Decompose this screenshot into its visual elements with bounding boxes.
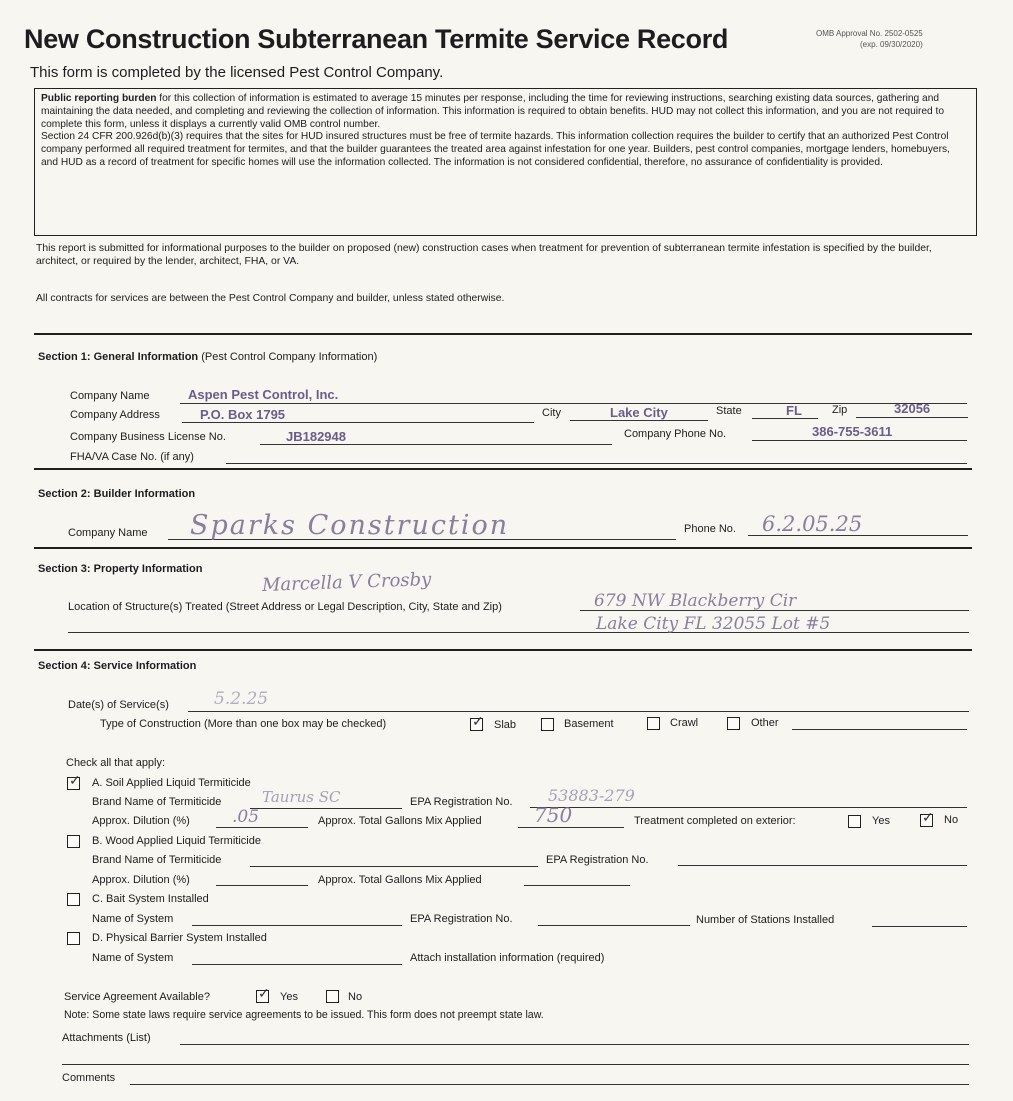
attachments-line-2[interactable] <box>62 1064 969 1065</box>
license-field[interactable]: JB182948 <box>286 429 346 444</box>
comments-label: Comments <box>62 1072 116 1084</box>
section2-heading: Section 2: Builder Information <box>38 488 196 500</box>
form-title: New Construction Subterranean Termite Service Record <box>24 24 729 54</box>
location-label: Location of Structure(s) Treated (Street Address or Legal Description, City, State and Zip) <box>68 601 502 613</box>
builder-name-field[interactable]: Sparks Construction <box>190 510 510 541</box>
contracts-note: All contracts for services are between the Pest Control Company and builder, unless stated otherwise. <box>36 293 505 304</box>
a-dilution-field[interactable]: .05 <box>232 807 260 827</box>
company-phone-field[interactable]: 386-755-3611 <box>812 424 893 439</box>
fha-label: FHA/VA Case No. (if any) <box>70 451 194 463</box>
builder-phone-field[interactable]: 6.2.05.25 <box>762 512 863 536</box>
section-divider <box>34 333 972 335</box>
basement-checkbox[interactable] <box>541 718 554 731</box>
b-dilution-label: Approx. Dilution (%) <box>92 874 190 886</box>
c-epa-label: EPA Registration No. <box>410 913 513 925</box>
state-law-note: Note: Some state laws require service agreements to be issued. This form does not preempt state law. <box>64 1009 544 1021</box>
b-epa-line[interactable] <box>678 865 967 866</box>
city-field[interactable]: Lake City <box>610 405 668 420</box>
company-address-label: Company Address <box>70 409 160 421</box>
service-dates-label: Date(s) of Service(s) <box>68 699 169 711</box>
section-divider <box>34 547 972 549</box>
a-brand-label: Brand Name of Termiticide <box>92 796 222 808</box>
section3-heading: Section 3: Property Information <box>38 563 203 575</box>
agreement-no-label: No <box>348 991 363 1003</box>
state-field[interactable]: FL <box>786 403 802 418</box>
location-field-2[interactable]: Lake City FL 32055 Lot #5 <box>596 614 831 634</box>
comments-line[interactable] <box>130 1084 969 1085</box>
d-system-label: Name of System <box>92 952 174 964</box>
slab-label: Slab <box>494 719 517 731</box>
section1-subtitle: (Pest Control Company Information) <box>198 351 378 363</box>
builder-name-label: Company Name <box>68 527 148 539</box>
a-gallons-label: Approx. Total Gallons Mix Applied <box>318 815 482 827</box>
crawl-label: Crawl <box>670 717 699 729</box>
exterior-no-checkbox[interactable] <box>920 814 933 827</box>
b-brand-label: Brand Name of Termiticide <box>92 854 222 866</box>
state-line <box>752 418 818 419</box>
d-system-line[interactable] <box>192 964 402 965</box>
bait-system-checkbox[interactable] <box>67 893 80 906</box>
fha-line[interactable] <box>226 463 967 464</box>
company-name-line <box>180 403 967 404</box>
b-epa-label: EPA Registration No. <box>546 854 649 866</box>
service-dates-field[interactable]: 5.2.25 <box>214 689 269 709</box>
license-label: Company Business License No. <box>70 431 226 443</box>
burden-statement-box <box>34 88 977 236</box>
service-dates-line <box>188 711 969 712</box>
agreement-yes-checkbox[interactable] <box>256 990 269 1003</box>
property-owner-field[interactable]: Marcella V Crosby <box>261 569 432 596</box>
company-name-label: Company Name <box>70 390 150 402</box>
a-gallons-field[interactable]: 750 <box>534 803 573 827</box>
location-field-1[interactable]: 679 NW Blackberry Cir <box>594 591 797 611</box>
check-all-label: Check all that apply: <box>66 757 166 769</box>
b-gallons-line[interactable] <box>524 885 630 886</box>
section24-text: Section 24 CFR 200.926d(b)(3) requires that the sites for HUD insured structures must be free of termite hazards. This information collection requires the builder to certify that an authorized Pest Control company performed all required treatment for termites, and that the builder guarantees the treated area against infestation for one year. Builders, pest control companies, mortgage lenders, homebuyers, and HUD as a record of treatment for specific homes will use the information collected. The information is not considered confidential, therefore, no assurance of confidentiality is provided. <box>41 131 950 168</box>
attach-info-label: Attach installation information (required) <box>410 952 605 964</box>
other-checkbox[interactable] <box>727 717 740 730</box>
license-line <box>260 444 612 445</box>
city-label: City <box>542 407 561 419</box>
c-epa-line[interactable] <box>538 925 690 926</box>
zip-label: Zip <box>832 404 848 416</box>
a-epa-label: EPA Registration No. <box>410 796 513 808</box>
b-dilution-line[interactable] <box>216 885 308 886</box>
a-dilution-line <box>216 827 308 828</box>
section-divider <box>34 468 972 470</box>
a-gallons-line <box>518 827 624 828</box>
physical-barrier-label: D. Physical Barrier System Installed <box>92 932 267 944</box>
exterior-yes-checkbox[interactable] <box>848 815 861 828</box>
physical-barrier-checkbox[interactable] <box>67 932 80 945</box>
company-address-field[interactable]: P.O. Box 1795 <box>200 407 286 422</box>
section1-title: Section 1: General Information <box>38 351 199 363</box>
soil-termiticide-label: A. Soil Applied Liquid Termiticide <box>92 777 251 789</box>
c-system-label: Name of System <box>92 913 174 925</box>
company-phone-label: Company Phone No. <box>624 428 727 440</box>
soil-termiticide-checkbox[interactable] <box>67 777 80 790</box>
other-label: Other <box>751 717 779 729</box>
omb-number: OMB Approval No. 2502-0525 <box>816 29 923 38</box>
agreement-no-checkbox[interactable] <box>326 990 339 1003</box>
burden-heading: Public reporting burden <box>41 93 157 104</box>
basement-label: Basement <box>564 718 614 730</box>
other-line[interactable] <box>792 729 967 730</box>
exterior-label: Treatment completed on exterior: <box>634 815 796 827</box>
exterior-no-label: No <box>944 814 959 826</box>
city-line <box>570 420 708 421</box>
zip-line <box>856 417 968 418</box>
agreement-yes-label: Yes <box>280 991 298 1003</box>
stations-line[interactable] <box>872 926 967 927</box>
b-gallons-label: Approx. Total Gallons Mix Applied <box>318 874 482 886</box>
a-dilution-label: Approx. Dilution (%) <box>92 815 190 827</box>
attachments-label: Attachments (List) <box>62 1032 151 1044</box>
stations-label: Number of Stations Installed <box>696 914 835 926</box>
a-brand-field[interactable]: Taurus SC <box>262 788 341 806</box>
builder-phone-label: Phone No. <box>684 523 736 535</box>
omb-expiration: (exp. 09/30/2020) <box>860 40 923 49</box>
company-name-field[interactable]: Aspen Pest Control, Inc. <box>188 387 339 402</box>
service-agreement-label: Service Agreement Available? <box>64 991 210 1003</box>
state-label: State <box>716 405 742 417</box>
a-brand-line <box>250 808 402 809</box>
c-system-line[interactable] <box>192 925 402 926</box>
form-subtitle: This form is completed by the licensed Pest Control Company. <box>30 64 444 81</box>
b-brand-line[interactable] <box>250 866 538 867</box>
bait-system-label: C. Bait System Installed <box>92 893 209 905</box>
location-line-2 <box>68 632 969 633</box>
report-intro: This report is submitted for informational purposes to the builder on proposed (new) construction cases when treatment for prevention of subterranean termite infestation is specified by the builder, architect, or required by the lender, architect, FHA, or VA. <box>36 243 932 267</box>
a-epa-line <box>530 807 967 808</box>
section1-heading <box>38 351 377 363</box>
attachments-line-1[interactable] <box>180 1044 969 1045</box>
wood-termiticide-label: B. Wood Applied Liquid Termiticide <box>92 835 261 847</box>
company-phone-line <box>752 440 967 441</box>
exterior-yes-label: Yes <box>872 815 890 827</box>
zip-field[interactable]: 32056 <box>894 401 931 416</box>
section4-heading: Section 4: Service Information <box>38 660 197 672</box>
omb-approval <box>816 28 923 50</box>
section-divider <box>34 649 972 651</box>
burden-text <box>41 93 969 170</box>
a-epa-field[interactable]: 53883-279 <box>548 786 635 805</box>
crawl-checkbox[interactable] <box>647 717 660 730</box>
construction-type-label: Type of Construction (More than one box may be checked) <box>100 718 387 730</box>
address-line <box>182 422 534 423</box>
burden-body: for this collection of information is estimated to average 15 minutes per response, including the time for reviewing instructions, searching existing data sources, gathering and maintaining the data needed, and completing and reviewing the collection of information. This information is required to obtain benefits. HUD may not collect this information, and you are not required to complete this form, unless it displays a currently valid OMB control number. <box>41 93 945 130</box>
wood-termiticide-checkbox[interactable] <box>67 835 80 848</box>
slab-checkbox[interactable] <box>470 718 483 731</box>
